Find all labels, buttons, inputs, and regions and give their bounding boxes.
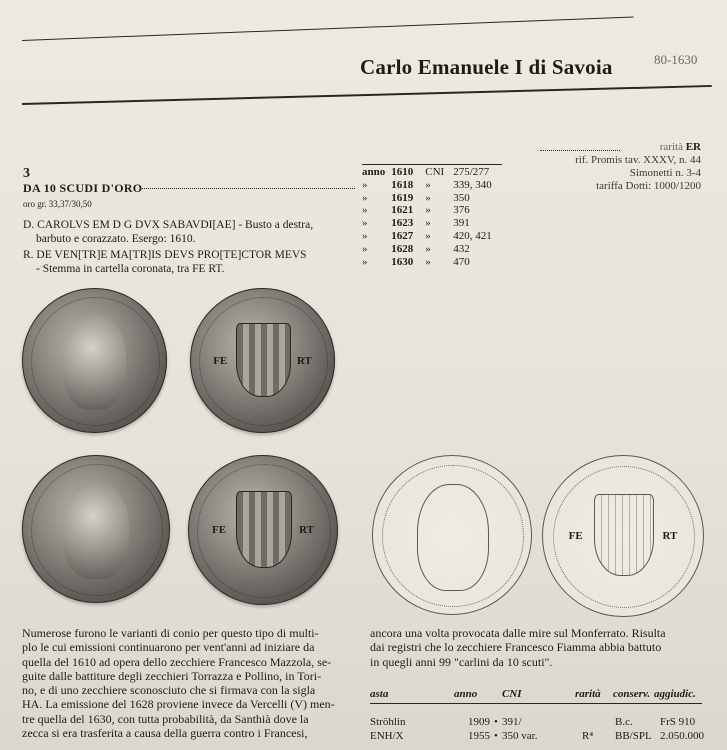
obverse-prefix: D.: [23, 219, 35, 231]
bullet-icon: •: [494, 730, 498, 742]
coin-drawing-reverse: [542, 455, 704, 617]
entry-weight: oro gr. 33,37/30,50: [23, 199, 92, 209]
obverse-text-2: barbuto e corazzato. Esergo: 1610.: [36, 233, 196, 245]
year-row-qty: 432: [453, 242, 470, 255]
years-top-rule: [362, 164, 502, 165]
reverse-text-1: DE VEN[TR]E MA[TR]IS DEVS PRO[TE]CTOR MEVS: [36, 249, 307, 261]
obverse-legend: [23, 218, 358, 246]
sale-aggiudic: FrS 910: [660, 716, 696, 728]
coin-reverse-2-fe: FE: [212, 524, 227, 536]
ref-promis: rif. Promis tav. XXXV, n. 44: [575, 154, 701, 166]
year-row: [362, 192, 498, 205]
sale-conserv: BB/SPL: [615, 730, 652, 742]
bust-image: [63, 314, 127, 410]
header-bottom-rule: [22, 85, 712, 105]
entry-number: 3: [23, 166, 30, 181]
bust-image: [63, 482, 128, 580]
year-row-label: »: [425, 229, 431, 242]
year-row-qty: 339, 340: [453, 178, 492, 191]
year-row: [362, 256, 498, 269]
sale-aggiudic: 2.050.000: [660, 730, 704, 742]
year-row-mark: »: [362, 178, 368, 191]
year-row-year: 1627: [391, 229, 414, 242]
coin-drawing-obverse: [372, 455, 532, 615]
year-row-qty: 275/277: [453, 166, 490, 178]
year-row-label: »: [425, 255, 431, 268]
col-aggiudic: aggiudic.: [654, 688, 696, 700]
years-table: [362, 166, 498, 268]
sale-anno: 1909: [468, 716, 490, 728]
year-row-mark: »: [362, 217, 368, 230]
year-row-year: 1618: [391, 178, 414, 191]
year-row-label: »: [425, 204, 431, 217]
text-line: no, e di uno zecchiere sconosciuto che si firmava con la sigla: [22, 683, 316, 698]
year-row-qty: 470: [453, 255, 470, 268]
year-row-mark: »: [362, 191, 368, 204]
sale-asta: ENH/X: [370, 730, 404, 742]
year-row-year: 1628: [391, 242, 414, 255]
year-row-mark: »: [362, 229, 368, 242]
coin-reverse-1-rt: RT: [296, 354, 312, 367]
text-line: plo le cui emissioni continuarono per vent'anni ad iniziare da: [22, 640, 315, 655]
description-right: [370, 626, 705, 669]
text-line: guite dalle battiture degli zecchieri Torrazza e Pollino, in Tori-: [22, 668, 322, 683]
coin-reverse-2: [188, 455, 338, 605]
col-anno: anno: [454, 688, 478, 700]
sale-anno: 1955: [468, 730, 490, 742]
year-row: [362, 230, 498, 243]
year-row-qty: 350: [453, 191, 470, 204]
col-rarita: rarità: [575, 688, 601, 700]
entry-title: DA 10 SCUDI D'ORO: [23, 181, 143, 195]
text-line: tre quella del 1630, con tutta probabilità, da Santhià dove la: [22, 711, 309, 726]
sale-cni: 391/: [502, 716, 522, 728]
bust-drawing: [417, 484, 489, 590]
sale-cni: 350 var.: [502, 730, 538, 742]
header-top-rule: [22, 17, 634, 41]
coin-reverse-1-fe: FE: [213, 354, 228, 367]
text-line: HA. La emissione del 1628 proviene invece da Vercelli (V) men-: [22, 697, 335, 712]
col-conserv: conserv.: [613, 688, 651, 700]
year-row-mark: »: [362, 242, 368, 255]
year-row: [362, 166, 498, 179]
text-line: quella del 1610 ad opera dello zecchiere Francesco Mazzola, se-: [22, 654, 332, 669]
coin-drawing-rt: RT: [662, 529, 678, 542]
sale-rarita: R⁴: [582, 730, 594, 742]
page-title: Carlo Emanuele I di Savoia: [360, 55, 613, 79]
year-row-year: 1621: [391, 204, 414, 217]
year-row-year: 1610: [391, 166, 414, 178]
coin-obverse-2: [22, 455, 170, 603]
year-row: [362, 243, 498, 256]
coin-reverse-2-rt: RT: [299, 524, 314, 536]
year-row-label: »: [425, 178, 431, 191]
year-row-qty: 391: [453, 217, 470, 230]
text-line: in quegli anni 99 "carlini da 10 scuti".: [370, 654, 553, 669]
page-years: 80-1630: [654, 52, 698, 67]
coat-of-arms-drawing: [594, 494, 654, 576]
year-row-mark: »: [362, 255, 368, 268]
year-row: [362, 217, 498, 230]
text-line: zecca si era trasferita a causa della guerra contro i Francesi,: [22, 726, 308, 741]
year-row-year: 1619: [391, 191, 414, 204]
rarity-value: ER: [685, 141, 701, 153]
description-left: [22, 626, 357, 740]
year-row-year: 1630: [391, 255, 414, 268]
sale-asta: Ströhlin: [370, 716, 406, 728]
reverse-prefix: R.: [23, 249, 34, 261]
year-row-qty: 420, 421: [453, 229, 492, 242]
entry-title-rule: [140, 188, 355, 189]
coin-drawing-fe: FE: [568, 529, 583, 542]
year-row-label: »: [425, 191, 431, 204]
year-row-mark: »: [362, 204, 368, 217]
coin-obverse-1: [22, 288, 167, 433]
text-line: ancora una volta provocata dalle mire sul Monferrato. Risulta: [370, 626, 666, 640]
coat-of-arms-image: [236, 323, 290, 398]
rarity-label: rarità: [659, 141, 683, 153]
year-row-label: CNI: [425, 166, 445, 178]
year-row-qty: 376: [453, 204, 470, 217]
bullet-icon: •: [494, 716, 498, 728]
reverse-text-2: - Stemma in cartella coronata, tra FE RT.: [36, 263, 225, 275]
reverse-legend: [23, 248, 358, 276]
coin-reverse-1: [190, 288, 335, 433]
coat-of-arms-image: [236, 491, 292, 568]
sale-conserv: B.c.: [615, 716, 633, 728]
year-row-year: 1623: [391, 217, 414, 230]
year-row: [362, 204, 498, 217]
year-row-label: »: [425, 217, 431, 230]
obverse-text-1: CAROLVS EM D G DVX SABAVDI[AE] - Busto a destra,: [37, 219, 314, 231]
ref-simonetti: Simonetti n. 3-4: [629, 167, 701, 179]
rarity-block: [575, 141, 701, 193]
ref-tariffa: tariffa Dotti: 1000/1200: [596, 180, 701, 192]
years-head-label: anno: [362, 166, 386, 178]
year-row: [362, 179, 498, 192]
year-row-label: »: [425, 242, 431, 255]
col-cni: CNI: [502, 688, 522, 700]
col-asta: asta: [370, 688, 389, 700]
text-line: Numerose furono le varianti di conio per questo tipo di multi-: [22, 626, 319, 640]
text-line: dai registri che lo zecchiere Francesco Fiamma abbia battuto: [370, 640, 662, 655]
